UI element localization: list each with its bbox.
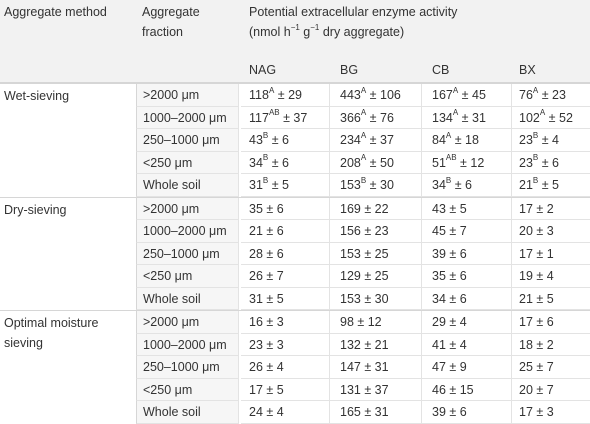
bx-cell: 20 ± 3	[512, 220, 590, 243]
nag-cell: $34^B \pm 6$	[241, 152, 330, 175]
fraction-cell: >2000 μm	[136, 311, 239, 334]
bg-cell: $208^A \pm 50$	[330, 152, 422, 175]
bx-cell: $76^A \pm 23$	[512, 84, 590, 107]
cb-cell: 39 ± 6	[422, 401, 512, 424]
nag-cell: 26 ± 4	[241, 356, 330, 379]
nag-cell: $117^{AB} \pm 37$	[241, 107, 330, 130]
table-row	[0, 288, 590, 311]
nag-cell: $31^B \pm 5$	[241, 174, 330, 197]
nag-cell: 24 ± 4	[241, 401, 330, 424]
nag-cell: 35 ± 6	[241, 198, 330, 221]
col-bg: BG	[340, 63, 359, 77]
nag-cell: 21 ± 6	[241, 220, 330, 243]
fraction-cell: Whole soil	[136, 401, 239, 424]
nag-cell: $43^B \pm 6$	[241, 129, 330, 152]
fraction-cell: <250 μm	[136, 265, 239, 288]
fraction-cell: 250–1000 μm	[136, 243, 239, 266]
bg-cell: 156 ± 23	[330, 220, 422, 243]
fraction-cell: >2000 μm	[136, 198, 239, 221]
method-group	[0, 197, 590, 311]
cb-cell: 39 ± 6	[422, 243, 512, 266]
nag-cell: 23 ± 3	[241, 334, 330, 357]
bx-cell: 17 ± 1	[512, 243, 590, 266]
method-label: Optimal moisture sieving	[4, 316, 99, 350]
bg-cell: 165 ± 31	[330, 401, 422, 424]
table-row	[0, 198, 590, 221]
nag-cell: 28 ± 6	[241, 243, 330, 266]
nag-cell: 26 ± 7	[241, 265, 330, 288]
table-row	[0, 129, 590, 152]
col-cb: CB	[432, 63, 450, 77]
table-row	[0, 152, 590, 175]
bx-cell: 17 ± 6	[512, 311, 590, 334]
method-header: Aggregate method	[4, 5, 107, 19]
table-row	[0, 379, 590, 402]
bg-cell: 131 ± 37	[330, 379, 422, 402]
method-label: Dry-sieving	[4, 202, 67, 217]
bx-cell: 21 ± 5	[512, 288, 590, 311]
table-row	[0, 243, 590, 266]
nag-cell: 31 ± 5	[241, 288, 330, 311]
bg-cell: 129 ± 25	[330, 265, 422, 288]
cb-cell: $51^{AB} \pm 12$	[422, 152, 512, 175]
table-header	[0, 0, 590, 83]
fraction-cell: <250 μm	[136, 379, 239, 402]
table-row	[0, 334, 590, 357]
cb-cell: 46 ± 15	[422, 379, 512, 402]
table-row	[0, 84, 590, 107]
bg-cell: 132 ± 21	[330, 334, 422, 357]
method-group	[0, 310, 590, 424]
fraction-cell: Whole soil	[136, 288, 239, 311]
method-group	[0, 83, 590, 197]
col-nag: NAG	[249, 63, 277, 77]
fraction-cell: 250–1000 μm	[136, 356, 239, 379]
cb-cell: $84^A \pm 18$	[422, 129, 512, 152]
bx-cell: $23^B \pm 4$	[512, 129, 590, 152]
nag-cell: 17 ± 5	[241, 379, 330, 402]
fraction-header: Aggregate fraction	[142, 5, 200, 39]
cb-cell: $134^A \pm 31$	[422, 107, 512, 130]
bx-cell: $21^B \pm 5$	[512, 174, 590, 197]
cb-cell: $167^A \pm 45$	[422, 84, 512, 107]
bg-cell: 98 ± 12	[330, 311, 422, 334]
table-row	[0, 356, 590, 379]
cb-cell: 34 ± 6	[422, 288, 512, 311]
bg-cell: 147 ± 31	[330, 356, 422, 379]
bg-cell: 169 ± 22	[330, 198, 422, 221]
table-row	[0, 174, 590, 197]
fraction-cell: 1000–2000 μm	[136, 334, 239, 357]
cb-cell: $34^B \pm 6$	[422, 174, 512, 197]
nag-cell: 16 ± 3	[241, 311, 330, 334]
activity-header: Potential extracellular enzyme activity	[249, 5, 458, 19]
bg-cell: $153^B \pm 30$	[330, 174, 422, 197]
bx-cell: 25 ± 7	[512, 356, 590, 379]
col-bx: BX	[519, 63, 536, 77]
bx-cell: 19 ± 4	[512, 265, 590, 288]
bx-cell: 17 ± 2	[512, 198, 590, 221]
bx-cell: $102^A \pm 52$	[512, 107, 590, 130]
bx-cell: 17 ± 3	[512, 401, 590, 424]
cb-cell: 45 ± 7	[422, 220, 512, 243]
method-label: Wet-sieving	[4, 89, 70, 103]
bg-cell: 153 ± 25	[330, 243, 422, 266]
fraction-cell: >2000 μm	[136, 84, 239, 107]
fraction-cell: 250–1000 μm	[136, 129, 239, 152]
fraction-cell: Whole soil	[136, 174, 239, 197]
bg-cell: $234^A \pm 37$	[330, 129, 422, 152]
table-row	[0, 220, 590, 243]
cb-cell: 43 ± 5	[422, 198, 512, 221]
bx-cell: 18 ± 2	[512, 334, 590, 357]
fraction-cell: <250 μm	[136, 152, 239, 175]
bg-cell: 153 ± 30	[330, 288, 422, 311]
cb-cell: 41 ± 4	[422, 334, 512, 357]
nag-cell: $118^A \pm 29$	[241, 84, 330, 107]
fraction-cell: 1000–2000 μm	[136, 220, 239, 243]
table-row	[0, 107, 590, 130]
table-row	[0, 401, 590, 424]
unit-header: (nmol $h^{-1}$ $g^{-1}$ dry aggregate)	[249, 22, 405, 39]
cb-cell: 47 ± 9	[422, 356, 512, 379]
bg-cell: $443^A \pm 106$	[330, 84, 422, 107]
bx-cell: 20 ± 7	[512, 379, 590, 402]
fraction-cell: 1000–2000 μm	[136, 107, 239, 130]
cb-cell: 29 ± 4	[422, 311, 512, 334]
table-row	[0, 265, 590, 288]
table-body	[0, 83, 590, 424]
bx-cell: $23^B \pm 6$	[512, 152, 590, 175]
table-row	[0, 311, 590, 334]
cb-cell: 35 ± 6	[422, 265, 512, 288]
bg-cell: $366^A \pm 76$	[330, 107, 422, 130]
